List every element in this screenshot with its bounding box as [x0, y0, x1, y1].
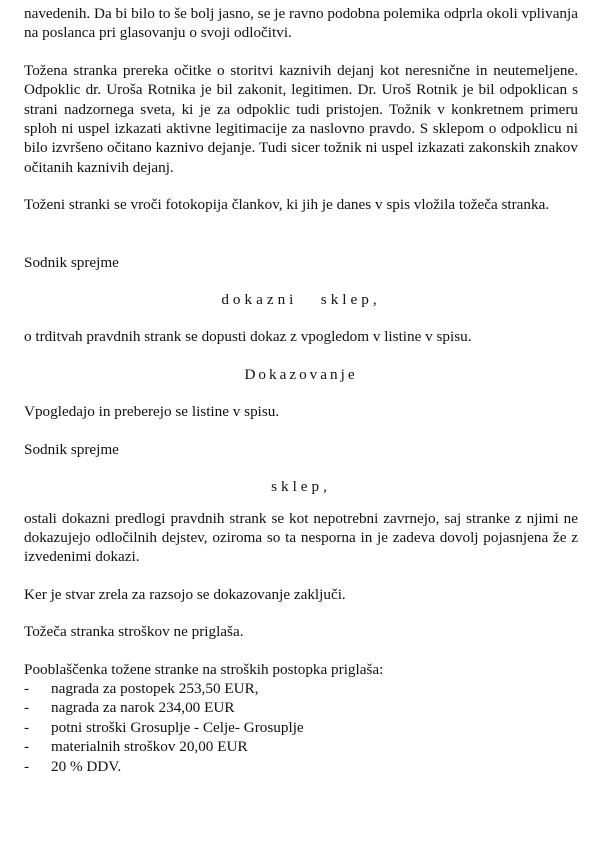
cost-item	[24, 757, 578, 776]
cost-item-text: 20 % DDV.	[51, 757, 122, 775]
cost-list	[24, 679, 578, 776]
cost-item-text: nagrada za narok 234,00 EUR	[51, 699, 235, 717]
heading-evidence-order: dokazni sklep,	[221, 291, 381, 309]
paragraph-evidence-closed: Ker je stvar zrela za razsojo se dokazovanje zaključi.	[24, 585, 346, 603]
paragraph-judge-adopts-2: Sodnik sprejme	[24, 440, 119, 458]
paragraph-defendant-response: Tožena stranka prereka očitke o storitvi kaznivih dejanj kot neresnične in neutemeljene. Odpoklic dr. Uroša Rotnika je bil zakonit, legitimen. Dr. Uroš Rotnik je bil odpoklican s strani nadzornega sveta, ki je za odpoklic tudi pristojen. Tožnik v konkretnem primeru sploh ni uspel izkazati aktivne legitimacije za naslovno pravdo. S sklepom o odpoklicu ni bilo izvršeno očitano kaznivo dejanje. Tudi sicer tožnik ni uspel izkazati zakonskih znakov očitanih kaznivih dejanj.	[24, 61, 578, 176]
dash: -	[24, 679, 30, 697]
heading-order: sklep,	[271, 478, 331, 496]
dash: -	[24, 718, 30, 736]
cost-item	[24, 679, 578, 698]
paragraph-judge-adopts-1: Sodnik sprejme	[24, 253, 119, 271]
paragraph-intro: navedenih. Da bi bilo to še bolj jasno, se je ravno podobna polemika odprla okoli vplivanja na poslanca pri glasovanju o svoji odločitvi.	[24, 5, 578, 42]
paragraph-documents-read: Vpogledajo in preberejo se listine v spisu.	[24, 403, 280, 421]
paragraph-plaintiff-costs: Tožeča stranka stroškov ne priglaša.	[24, 623, 244, 641]
paragraph-evidence-allowed: o trditvah pravdnih strank se dopusti dokaz z vpogledom v listine v spisu.	[24, 328, 472, 346]
dash: -	[24, 757, 30, 775]
paragraph-defendant-costs: Pooblaščenka tožene stranke na stroških postopka priglaša:	[24, 660, 384, 678]
paragraph-photocopies: Toženi stranki se vroči fotokopija člankov, ki jih je danes v spis vložila tožeča stranka.	[24, 196, 550, 214]
dash: -	[24, 699, 30, 717]
cost-item-text: nagrada za postopek 253,50 EUR,	[51, 679, 259, 697]
cost-item	[24, 718, 578, 737]
paragraph-proposals-rejected: ostali dokazni predlogi pravdnih strank se kot nepotrebni zavrnejo, saj stranke z njimi ne dokazujejo odločilnih dejstev, oziroma so ta nesporna in je zadeva dovolj pojasnjena že z izvedenimi dokazi.	[24, 509, 578, 566]
cost-item-text: materialnih stroškov 20,00 EUR	[51, 738, 248, 756]
cost-item	[24, 698, 578, 717]
dash: -	[24, 738, 30, 756]
cost-item	[24, 737, 578, 756]
cost-item-text: potni stroški Grosuplje - Celje- Grosuplje	[51, 718, 304, 736]
heading-evidence-taking: Dokazovanje	[244, 365, 358, 383]
